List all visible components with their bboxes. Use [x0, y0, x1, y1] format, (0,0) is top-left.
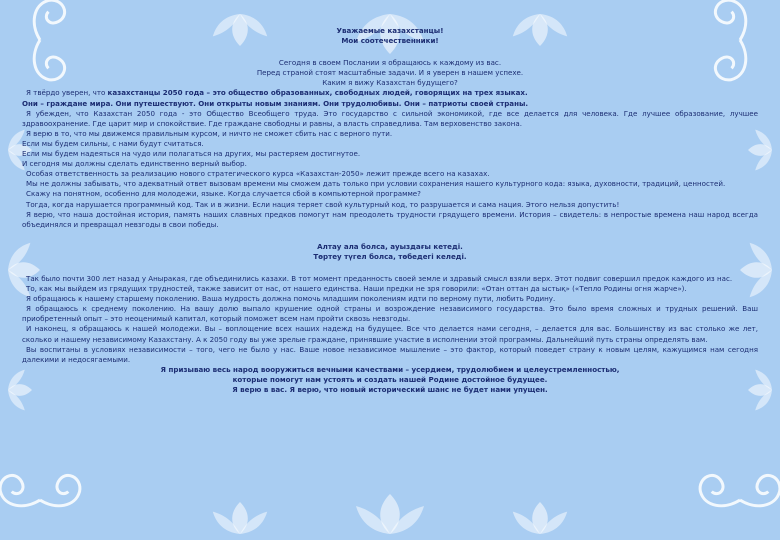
paragraph: Скажу на понятном, особенно для молодежи, языке. Когда случается сбой в компьютерной программе?: [26, 189, 421, 199]
intro-line: Сегодня в своем Послании я обращаюсь к каждому из вас.: [278, 58, 502, 68]
paragraph: Я верю, что наша достойная история, память наших славных предков помогут нам преодолеть трудности грядущего времени. История – свидетель: в непростые времена наш народ всегда объединялся и превращал невзгоды в свои победы.: [22, 209, 758, 229]
vision-statement: Я твёрдо уверен, что казахстанцы 2050 года – это общество образованных, свободных людей, говорящих на трех языках.: [26, 88, 528, 98]
paragraph: Мы не должны забывать, что адекватный ответ вызовам времени мы сможем дать только при условии сохранения нашего культурного кода: языка, духовности, традиций, ценностей.: [26, 179, 726, 189]
proverb-line-1: Алтау ала болса, ауыздағы кетеді.: [317, 241, 463, 251]
paragraph: Так было почти 300 лет назад у Аныракая, где объединились казахи. В тот момент преданность своей земле и здравый смысл взяли верх. Этот подвиг совершил предок каждого из нас.: [26, 273, 733, 283]
paragraph: Я убежден, что Казахстан 2050 года - это Общество Всеобщего труда. Это государство с сильной экономикой, где все делается для человека. Где лучшее образование, лучшее здравоохранение. Где царит мир и спокойствие. Где граждане свободны и равны, а власть справедлива. Там верховенство закона.: [22, 108, 758, 128]
intro-line: Каким я вижу Казахстан будущего?: [322, 78, 458, 88]
paragraph: Я обращаюсь к нашему старшему поколению. Ваша мудрость должна помочь младшим поколениям идти по верному пути, любить Родину.: [26, 294, 556, 304]
paragraph: Если мы будем надеяться на чудо или полагаться на других, мы растеряем достигнутое.: [22, 149, 361, 159]
intro-line: Перед страной стоят масштабные задачи. И я уверен в нашем успехе.: [256, 68, 524, 78]
closing-line: которые помогут нам устоять и создать нашей Родине достойное будущее.: [232, 374, 548, 384]
paragraph: Если мы будем сильны, с нами будут считаться.: [22, 138, 204, 148]
proverb-line-2: Төртеу түгел болса, төбедегі келеді.: [313, 251, 467, 261]
vision-statement-2: Они – граждане мира. Они путешествуют. Они открыты новым знаниям. Они трудолюбивы. Они – патриоты своей страны.: [22, 98, 529, 108]
paragraph: И наконец, я обращаюсь к нашей молодежи. Вы – воплощение всех наших надежд на будущее. Все что делается нами сегодня, – делается для вас. Большинству из вас столько же лет, сколько и нашему независимому Казахстану. А к 2050 году вы уже зрелые граждане, принявшие участие в исполнении этой программы. Дальнейший путь страны определять вам.: [22, 324, 758, 344]
paragraph: Тогда, когда нарушается программный код. Так и в жизни. Если нация теряет свой культурный код, то разрушается и сама нация. Этого нельзя допустить!: [26, 199, 620, 209]
paragraph: Я обращаюсь к среднему поколению. На вашу долю выпало крушение одной страны и возрождение независимого государства. Это было время сложных и трудных решений. Ваш приобретенный опыт – это неоценимый капитал, который поможет всем нам пройти сквозь невзгоды.: [22, 304, 758, 324]
paragraph: Вы воспитаны в условиях независимости – того, чего не было у нас. Ваше новое независимое мышление – это фактор, который поведет страну к новым целям, кажущимся нам сегодня далекими и недосягаемыми.: [22, 344, 758, 364]
paragraph: То, как мы выйдем из грядущих трудностей, также зависит от нас, от нашего единства. Наши предки не зря говорили: «Отан оттан да ыстық» («Тепло Родины огня жарче»).: [26, 284, 687, 294]
closing-line: Я верю в вас. Я верю, что новый исторический шанс не будет нами упущен.: [232, 385, 548, 394]
paragraph: И сегодня мы должны сделать единственно верный выбор.: [22, 159, 247, 169]
paragraph: Я верю в то, что мы движемся правильным курсом, и ничто не сможет сбить нас с верного пути.: [26, 128, 393, 138]
greeting-line-1: Уважаемые казахстанцы!: [336, 26, 444, 35]
message-document: [22, 26, 758, 395]
closing-line: Я призываю весь народ вооружиться вечными качествами – усердием, трудолюбием и целеустремленностью,: [160, 364, 620, 374]
greeting-line-2: Мои соотечественники!: [341, 36, 439, 46]
paragraph: Особая ответственность за реализацию нового стратегического курса «Казахстан-2050» лежит прежде всего на казахах.: [26, 169, 490, 179]
